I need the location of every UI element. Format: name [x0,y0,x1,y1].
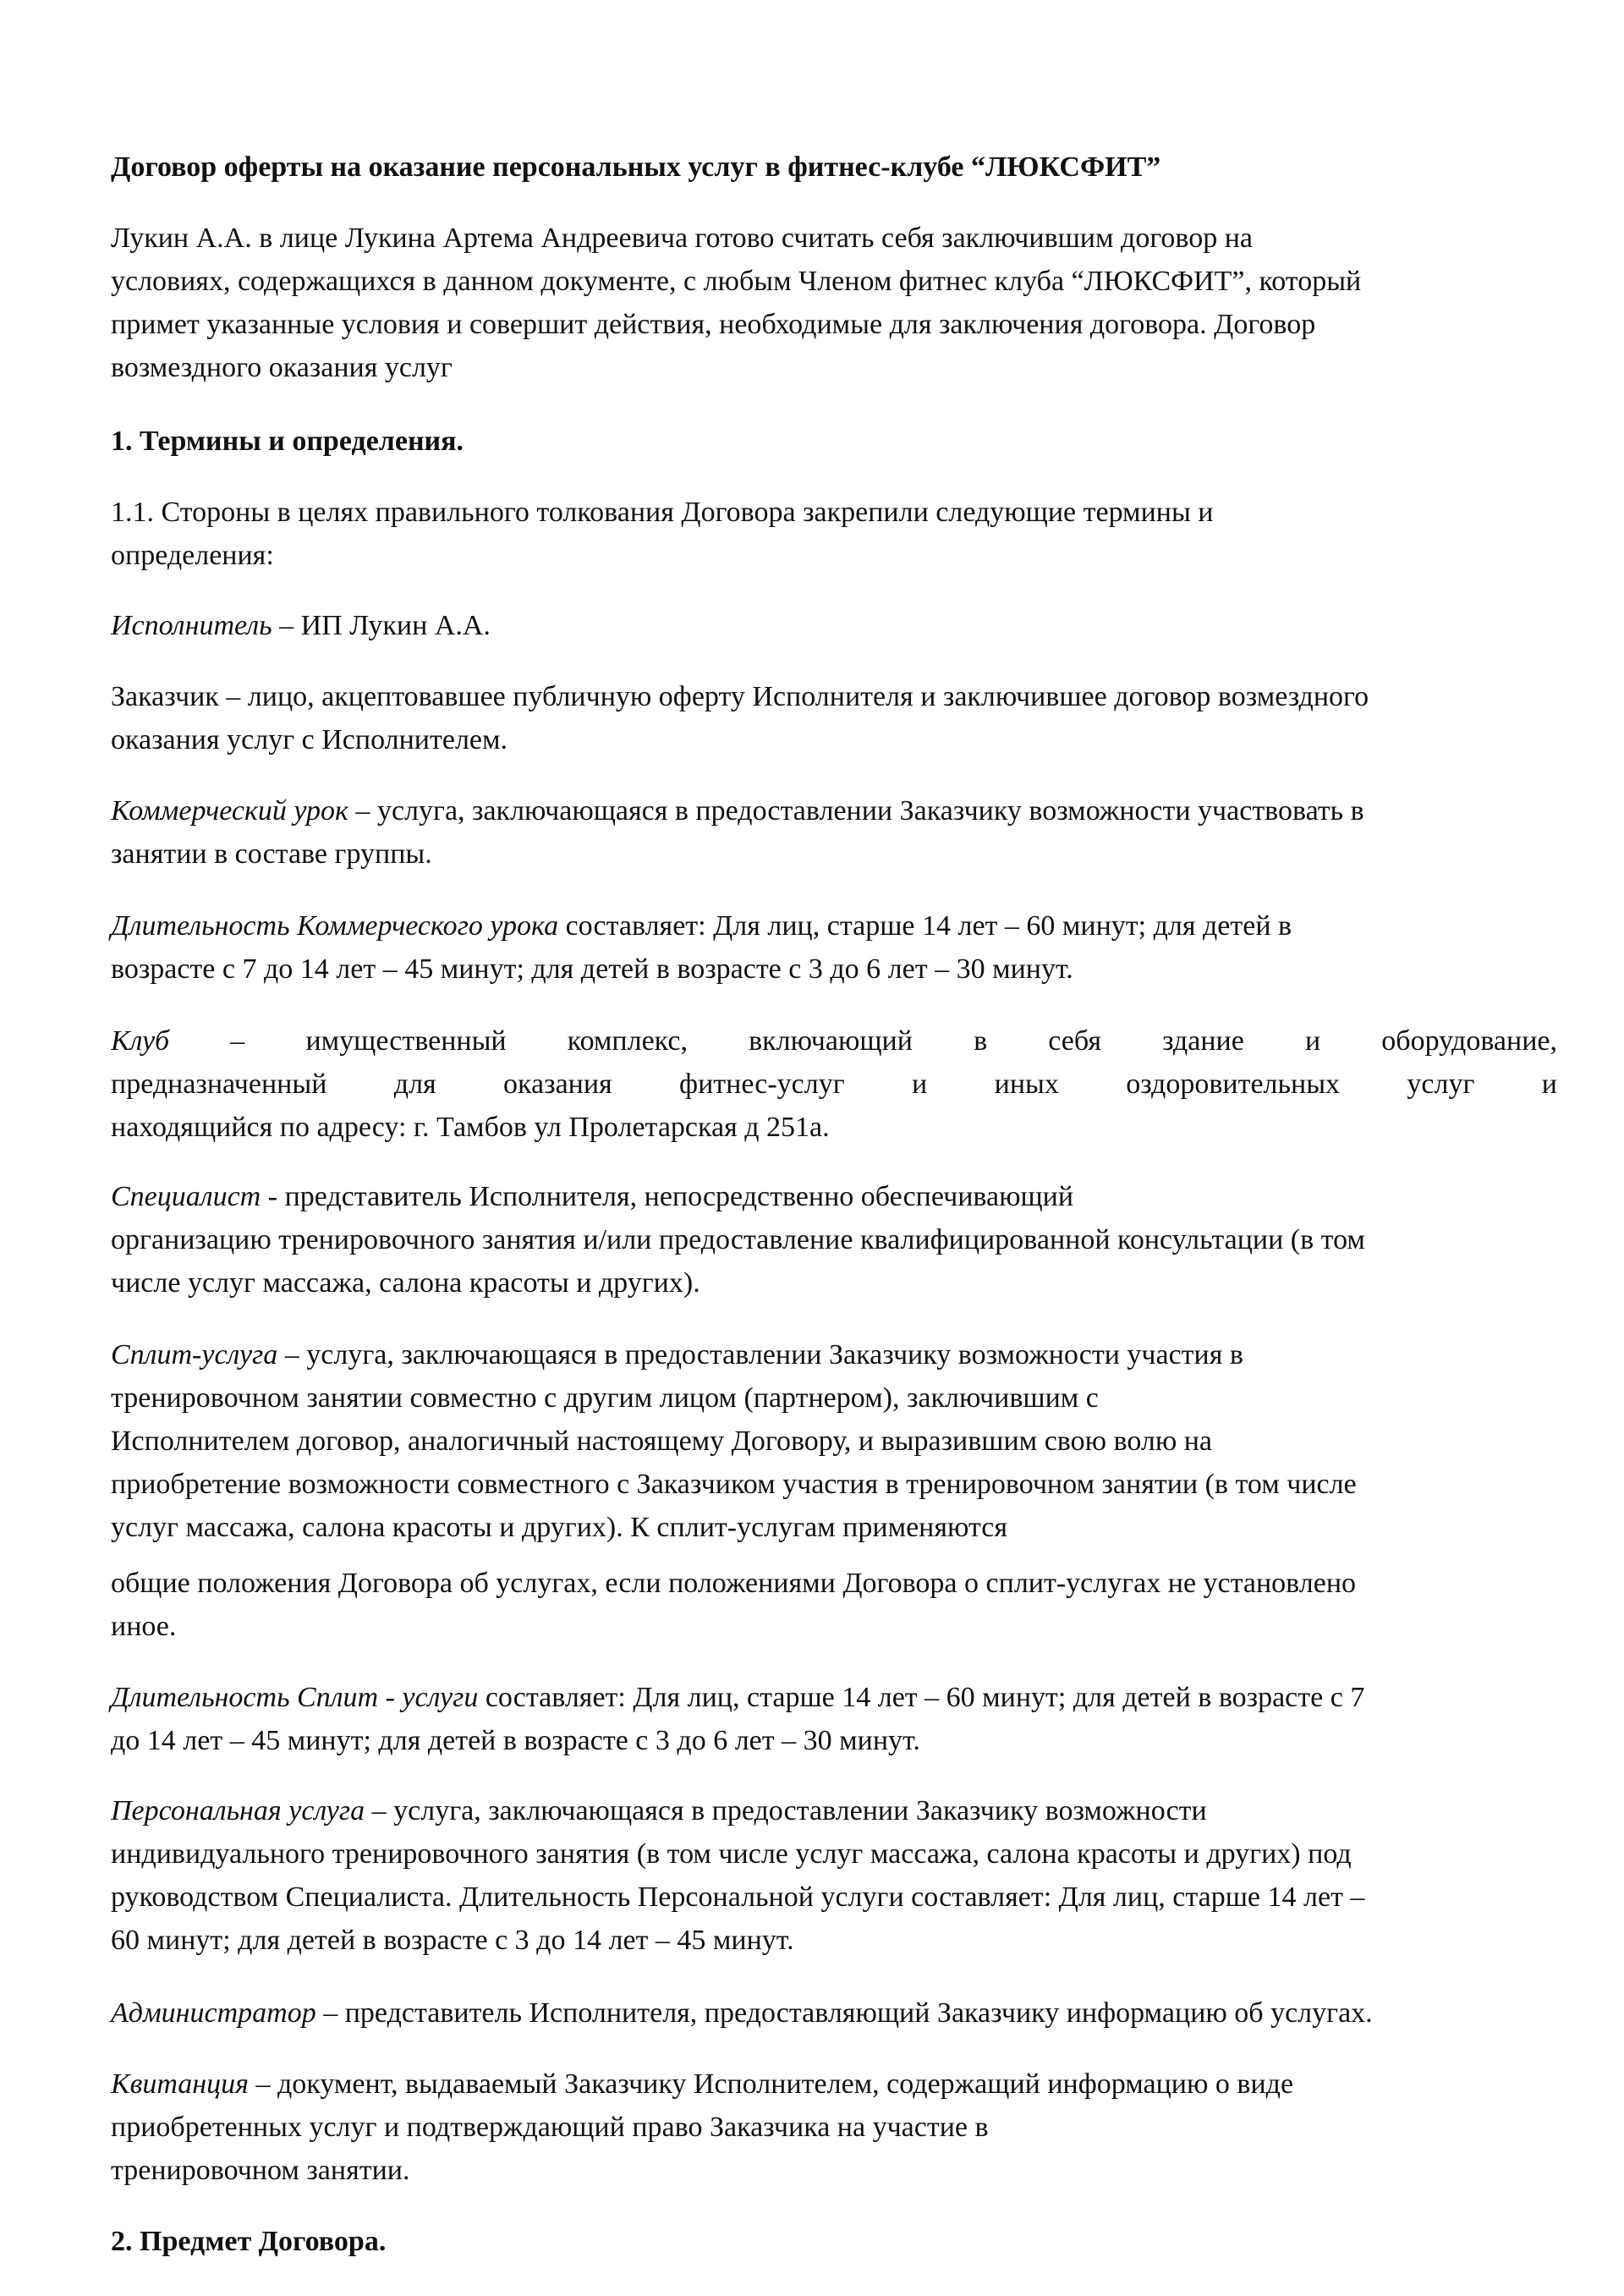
line-text: 1.1. Стороны в целях правильного толкования Договора закрепили следующие термины и [111,497,1214,528]
term-label: Длительность Коммерческого урока [111,910,559,942]
text-line [111,2063,1557,2106]
text-line [111,217,1557,260]
line-text: тренировочном занятии. [111,2155,410,2186]
line-text: 2. Предмет Договора. [111,2226,387,2257]
text-line [111,604,1557,647]
term-label: Персональная услуга [111,1795,365,1826]
line-text: Договор оферты на оказание персональных услуг в фитнес-клубе “ЛЮКСФИТ” [111,151,1161,183]
text-line [111,491,1557,534]
text-line [111,260,1557,303]
text-line [111,2149,1557,2192]
line-text: – представитель Исполнителя, предоставляющий Заказчику информацию об услугах. [315,1997,1373,2029]
text-line [111,2106,1557,2149]
term-personal-service [111,1789,1557,1962]
text-line [111,1876,1557,1919]
text-line [111,718,1557,761]
text-line [111,1261,1557,1305]
clause-1-1 [111,491,1557,577]
term-specialist [111,1175,1557,1305]
term-split-service-cont [111,1562,1557,1648]
line-text: возмездного оказания услуг [111,352,453,383]
line-text: – услуга, заключающаяся в предоставлении Заказчику возможности участия в [277,1339,1243,1370]
term-label: Администратор [111,1997,316,2029]
line-text: - представитель Исполнителя, непосредственно обеспечивающий [261,1181,1074,1212]
text-line [111,1919,1557,1962]
section-1-heading [111,420,1557,463]
text-line [111,1333,1557,1376]
text-line [111,303,1557,346]
line-text: определения: [111,540,274,571]
term-club [111,1019,1557,1149]
line-text: находящийся по адресу: г. Тамбов ул Пролетарская д 251а. [111,1112,830,1143]
text-line [111,1991,1557,2035]
line-text: организацию тренировочного занятия и/или предоставление квалифицированной консультации (в том [111,1224,1365,1255]
line-text: оказания услуг с Исполнителем. [111,724,508,755]
text-line [111,1562,1557,1605]
text-line [111,146,1557,189]
line-text: составляет: Для лиц, старше 14 лет – 60 минут; для детей в возрасте с 7 [478,1682,1365,1713]
line-text: – документ, выдаваемый Заказчику Исполнителем, содержащий информацию о виде [248,2068,1294,2100]
document-title [111,146,1557,189]
line-text: составляет: Для лиц, старше 14 лет – 60 минут; для детей в [558,910,1292,942]
line-text: тренировочном занятии совместно с другим лицом (партнером), заключившим с [111,1382,1099,1414]
text-line [111,420,1557,463]
text-line [111,1789,1557,1832]
term-label: Сплит-услуга [111,1339,278,1370]
line-text: иное. [111,1611,177,1642]
term-commercial-lesson [111,789,1557,876]
preamble [111,217,1557,389]
line-text: 60 минут; для детей в возрасте с 3 до 14 лет – 45 минут. [111,1925,794,1956]
text-line [111,1019,1557,1063]
line-text: Исполнителем договор, аналогичный настоящему Договору, и выразившим свою волю на [111,1425,1213,1457]
line-text: общие положения Договора об услугах, если положениями Договора о сплит-услугах не установлено [111,1568,1357,1599]
line-text: индивидуального тренировочного занятия (в том числе услуг массажа, салона красоты и других) под [111,1838,1352,1870]
line-text: приобретение возможности совместного с Заказчиком участия в тренировочном занятии (в том числе [111,1469,1357,1500]
text-line [111,948,1557,991]
text-line [111,534,1557,577]
text-line [111,1218,1557,1261]
text-line [111,1463,1557,1506]
text-line [111,904,1557,948]
text-line [111,2220,1557,2263]
text-line [111,1506,1557,1549]
line-text: числе услуг массажа, салона красоты и других). [111,1267,700,1299]
text-line [111,675,1557,718]
term-commercial-lesson-duration [111,904,1557,991]
term-receipt [111,2063,1557,2192]
text-line [111,1106,1557,1149]
term-ispolnitel [111,604,1557,647]
line-text: – услуга, заключающаяся в предоставлении Заказчику возможности участвовать в [348,795,1364,827]
term-label: Специалист [111,1181,261,1212]
term-label: Квитанция [111,2068,249,2100]
line-text: примет указанные условия и совершит действия, необходимые для заключения договора. Договор [111,309,1316,340]
text-line [111,1175,1557,1218]
line-text: – ИП Лукин А.А. [272,610,491,641]
line-text: – услуга, заключающаяся в предоставлении Заказчику возможности [365,1795,1207,1826]
section-2-heading [111,2220,1557,2263]
term-label: Длительность Сплит - услуги [111,1682,479,1713]
line-text: – имущественный комплекс, включающий в себя здание и оборудование, [169,1025,1557,1057]
line-text: условиях, содержащихся в данном документе, с любым Членом фитнес клуба “ЛЮКСФИТ”, который [111,266,1362,297]
text-line [111,1832,1557,1876]
text-line [111,346,1557,389]
text-line [111,1420,1557,1463]
text-line [111,832,1557,876]
line-text: до 14 лет – 45 минут; для детей в возрасте с 3 до 6 лет – 30 минут. [111,1725,920,1756]
text-line [111,1719,1557,1762]
term-split-service [111,1333,1557,1549]
text-line [111,1605,1557,1648]
term-label: Клуб [111,1025,170,1057]
text-line [111,1376,1557,1420]
line-text: занятии в составе группы. [111,838,432,870]
text-line [111,1676,1557,1719]
text-line [111,789,1557,832]
line-text: 1. Термины и определения. [111,426,464,457]
line-text: руководством Специалиста. Длительность Персональной услуги составляет: Для лиц, старше 14 лет – [111,1881,1365,1913]
term-label: Коммерческий урок [111,795,348,827]
line-text: Заказчик – лицо, акцептовавшее публичную оферту Исполнителя и заключившее договор возмездного [111,681,1369,712]
term-split-duration [111,1676,1557,1762]
term-zakazchik [111,675,1557,761]
line-text: Лукин А.А. в лице Лукина Артема Андреевича готово считать себя заключившим договор на [111,222,1254,254]
line-text: предназначенный для оказания фитнес-услуг и иных оздоровительных услуг и [111,1068,1557,1100]
line-text: приобретенных услуг и подтверждающий право Заказчика на участие в [111,2112,989,2143]
term-administrator [111,1991,1557,2035]
line-text: возрасте с 7 до 14 лет – 45 минут; для детей в возрасте с 3 до 6 лет – 30 минут. [111,953,1073,985]
text-line [111,1063,1557,1106]
line-text: услуг массажа, салона красоты и других). К сплит-услугам применяются [111,1512,1007,1543]
term-label: Исполнитель [111,610,272,641]
